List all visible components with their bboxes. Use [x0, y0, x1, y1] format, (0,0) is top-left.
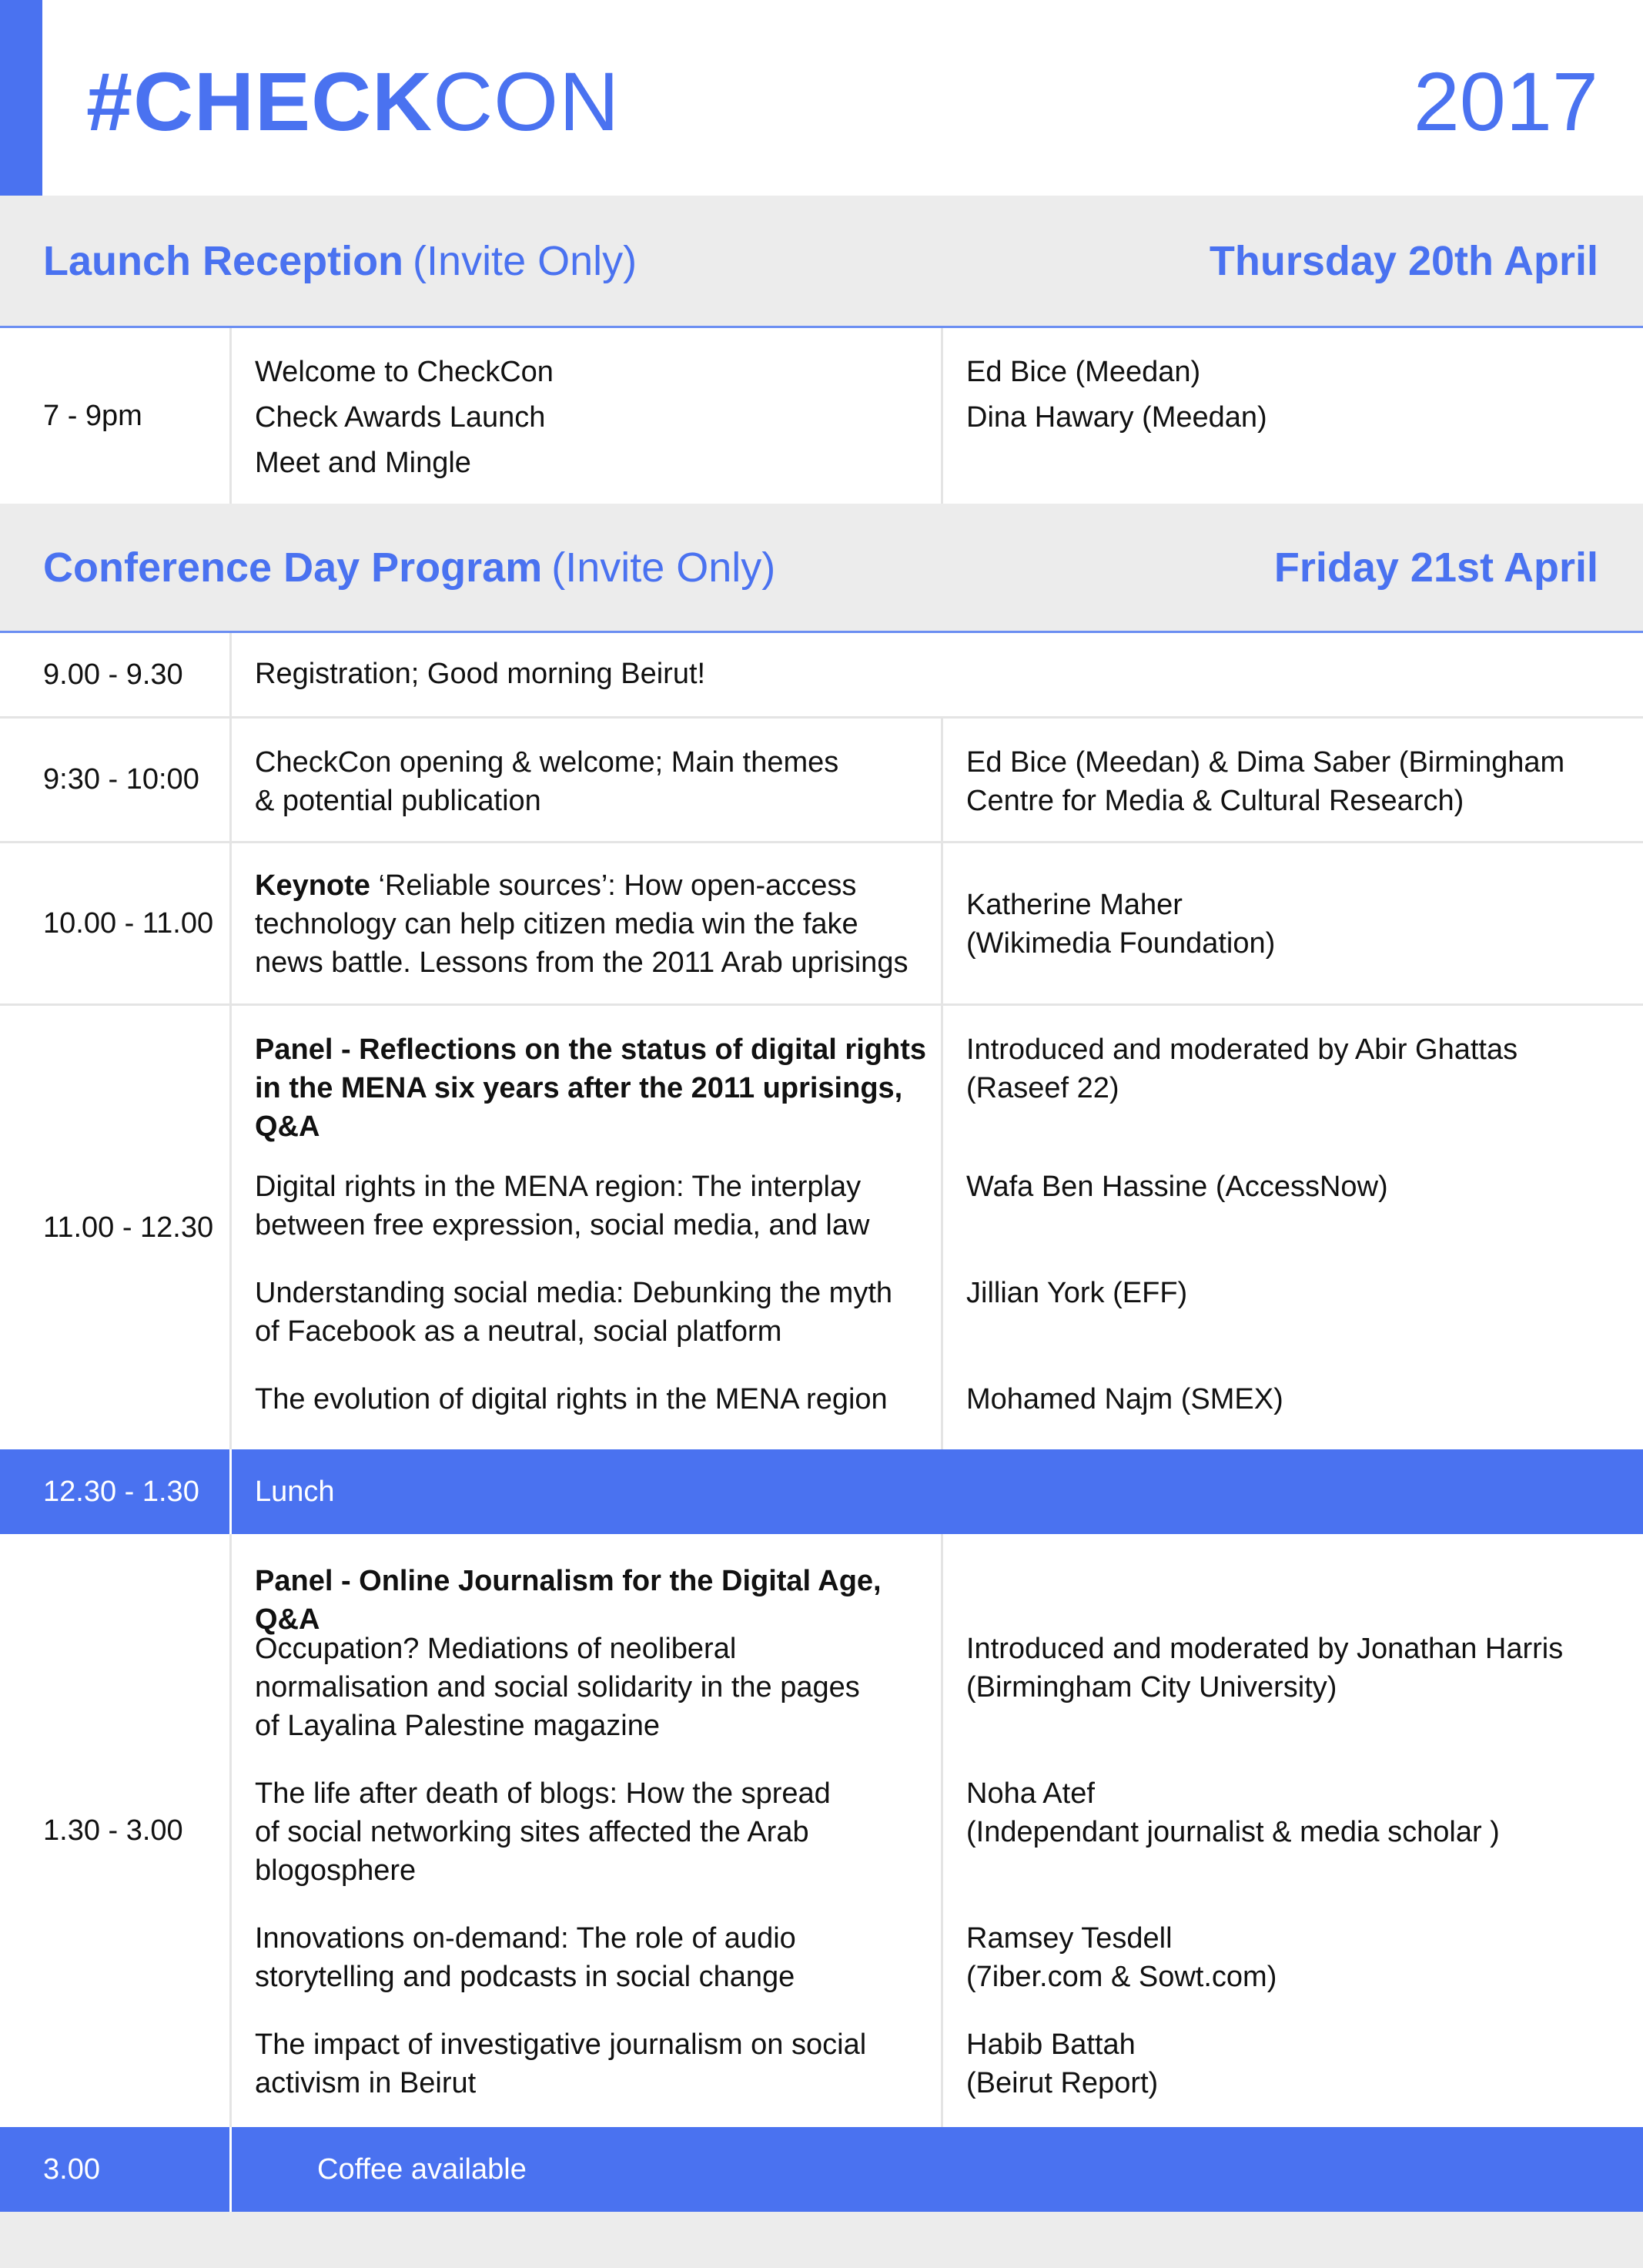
lunch-text: Lunch	[255, 1475, 335, 1508]
brand-light: CON	[433, 55, 621, 148]
panel1-title	[255, 1030, 932, 1146]
text-line: of social networking sites affected the Arab	[255, 1816, 809, 1848]
registration-time: 9.00 - 9.30	[43, 658, 183, 691]
text-line: in the MENA six years after the 2011 uprisings,	[255, 1072, 903, 1104]
opening-row	[0, 719, 1643, 843]
keynote-time: 10.00 - 11.00	[43, 906, 214, 940]
launch-title-text: Launch Reception	[43, 237, 404, 284]
text-line: (Birmingham City University)	[966, 1671, 1337, 1704]
panel1-talk-speaker	[966, 1274, 1613, 1312]
text-line: ‘Reliable sources’: How open-access	[370, 869, 857, 902]
keynote-text	[255, 866, 932, 982]
panel2-talk-speaker	[966, 2025, 1613, 2102]
coffee-time: 3.00	[43, 2152, 100, 2186]
text-line: Panel - Reflections on the status of digital rights	[255, 1033, 926, 1066]
panel1-row	[0, 1006, 1643, 1449]
launch-date: Thursday 20th April	[1209, 237, 1598, 284]
text-line: Innovations on-demand: The role of audio	[255, 1922, 796, 1955]
text-line: (Independant journalist & media scholar )	[966, 1816, 1500, 1848]
lunch-time: 12.30 - 1.30	[43, 1475, 199, 1508]
conference-title	[43, 504, 775, 631]
text-line: The evolution of digital rights in the MENA region	[255, 1383, 888, 1415]
text-line: Introduced and moderated by Abir Ghattas	[966, 1033, 1518, 1066]
text-line: storytelling and podcasts in social change	[255, 1961, 795, 1993]
text-line: Understanding social media: Debunking the myth	[255, 1277, 893, 1309]
year: 2017	[1413, 55, 1598, 148]
conference-note: (Invite Only)	[551, 544, 776, 591]
keynote-speaker	[966, 886, 1613, 963]
registration-row	[0, 633, 1643, 719]
launch-section-header	[0, 196, 1643, 328]
panel2-talk-speaker	[966, 1774, 1613, 1851]
lunch-band	[0, 1449, 1643, 1534]
conference-date: Friday 21st April	[1273, 544, 1598, 591]
text-line: & potential publication	[255, 785, 541, 817]
panel2-talk-title	[255, 1919, 932, 1996]
launch-items	[255, 350, 932, 486]
launch-item: Welcome to CheckCon	[255, 356, 554, 388]
coffee-text: Coffee available	[317, 2152, 527, 2186]
text-line: of Facebook as a neutral, social platform	[255, 1315, 782, 1348]
opening-time: 9:30 - 10:00	[43, 763, 199, 796]
text-line: The life after death of blogs: How the spread	[255, 1777, 831, 1810]
speaker: Dina Hawary (Meedan)	[966, 401, 1267, 434]
panel2-time: 1.30 - 3.00	[43, 1814, 183, 1847]
text-line: Introduced and moderated by Jonathan Harris	[966, 1633, 1564, 1665]
accent-bar	[0, 0, 42, 196]
panel2-talk-title	[255, 1630, 932, 1745]
text-line: Jillian York (EFF)	[966, 1277, 1188, 1309]
brand-logo	[86, 48, 620, 156]
text-line: Occupation? Mediations of neoliberal	[255, 1633, 737, 1665]
launch-item: Check Awards Launch	[255, 401, 546, 434]
text-line: normalisation and social solidarity in the pages	[255, 1671, 860, 1704]
panel2-talk-title	[255, 2025, 932, 2102]
launch-speakers	[966, 350, 1613, 441]
coffee-band	[0, 2127, 1643, 2212]
panel1-talk-title	[255, 1274, 932, 1351]
text-line: of Layalina Palestine magazine	[255, 1710, 661, 1742]
text-line: Q&A	[255, 1111, 320, 1143]
text-line: Noha Atef	[966, 1777, 1095, 1810]
launch-note: (Invite Only)	[413, 237, 637, 284]
text-line: (Beirut Report)	[966, 2067, 1159, 2099]
launch-row	[0, 328, 1643, 504]
panel1-time: 11.00 - 12.30	[43, 1211, 214, 1244]
panel1-talk-speaker	[966, 1168, 1613, 1206]
text-line: news battle. Lessons from the 2011 Arab uprisings	[255, 946, 909, 979]
text-line: between free expression, social media, and law	[255, 1209, 870, 1241]
text-line: Digital rights in the MENA region: The interplay	[255, 1171, 862, 1203]
conference-section-header	[0, 504, 1643, 633]
text-line: Katherine Maher	[966, 889, 1183, 921]
panel2-talk-title	[255, 1774, 932, 1890]
speaker: Ed Bice (Meedan)	[966, 356, 1201, 388]
text-line: Ed Bice (Meedan) & Dima Saber (Birmingham	[966, 746, 1565, 779]
text-line: activism in Beirut	[255, 2067, 477, 2099]
panel2-talk-speaker	[966, 1919, 1613, 1996]
launch-title	[43, 196, 637, 326]
text-line: CheckCon opening & welcome; Main themes	[255, 746, 839, 779]
conference-title-text: Conference Day Program	[43, 544, 543, 591]
text-line: Wafa Ben Hassine (AccessNow)	[966, 1171, 1388, 1203]
text-line: The impact of investigative journalism on social	[255, 2028, 867, 2061]
launch-time: 7 - 9pm	[43, 399, 142, 432]
footer-strip	[0, 2212, 1643, 2268]
text-line: (Wikimedia Foundation)	[966, 927, 1276, 960]
text-line: Centre for Media & Cultural Research)	[966, 785, 1464, 817]
panel2-row	[0, 1534, 1643, 2127]
text-line: technology can help citizen media win the fake	[255, 908, 858, 940]
opening-text	[255, 743, 932, 820]
panel2-talk-speaker	[966, 1630, 1613, 1707]
brand-bold: #CHECK	[86, 55, 433, 148]
launch-item: Meet and Mingle	[255, 447, 471, 479]
panel1-moderator	[966, 1030, 1613, 1107]
panel1-talk-speaker	[966, 1380, 1613, 1419]
keynote-row	[0, 843, 1643, 1006]
panel1-talk-title	[255, 1168, 932, 1245]
text-line: Ramsey Tesdell	[966, 1922, 1173, 1955]
text-line: blogosphere	[255, 1854, 417, 1887]
text-line: Mohamed Najm (SMEX)	[966, 1383, 1283, 1415]
opening-speaker	[966, 743, 1613, 820]
panel1-talk-title	[255, 1380, 932, 1419]
registration-text: Registration; Good morning Beirut!	[255, 658, 706, 690]
text-line: (7iber.com & Sowt.com)	[966, 1961, 1277, 1993]
text-line: Habib Battah	[966, 2028, 1136, 2061]
panel2-title: Panel - Online Journalism for the Digital Age, Q&A	[255, 1565, 882, 1636]
text-line: (Raseef 22)	[966, 1072, 1119, 1104]
keynote-label: Keynote	[255, 869, 370, 902]
